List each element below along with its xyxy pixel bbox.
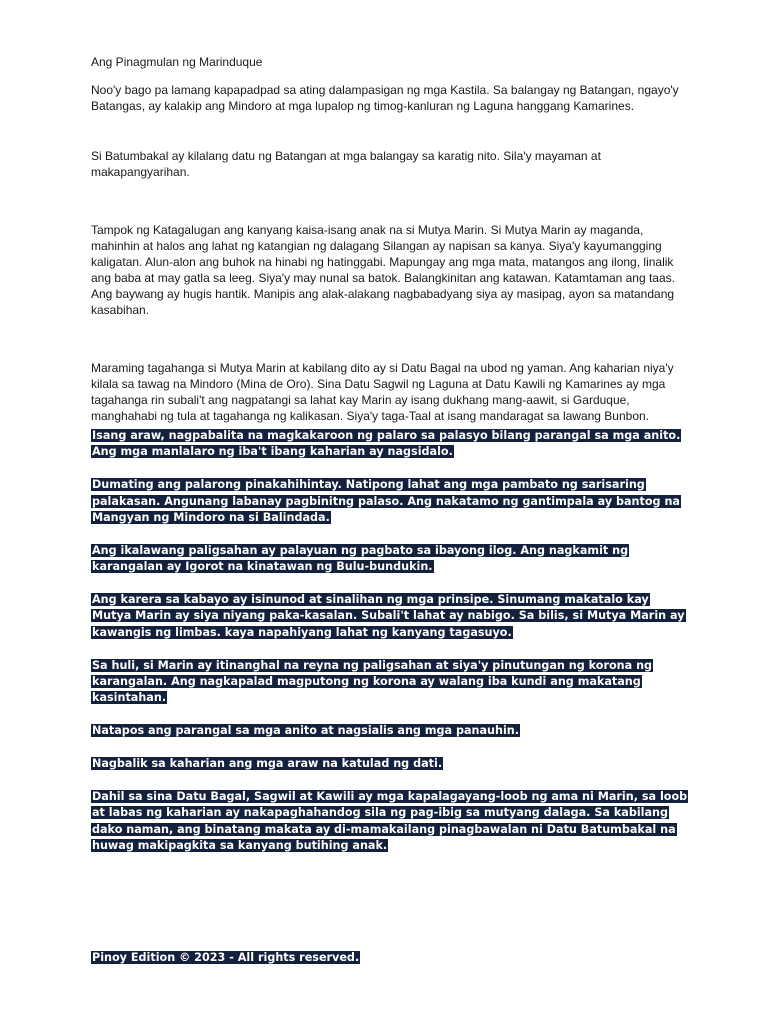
paragraph-mutya-marin: Tampok ng Katagalugan ang kanyang kaisa-isang anak na si Mutya Marin. Si Mutya Marin ay maganda, mahinhin at halos ang lahat ng katangian ng dalagang Silangan ay napisan sa kanya. Siya'y kayumangging kaligatan. Alun-alon ang buhok na hinabi ng hatinggabi. Mapungay ang mga mata, matangos ang ilong, linalik ang baba at may gatla sa leeg. Siya'y may nunal sa batok. Balangkinitan ang katawan. Katamtaman ang taas. Ang baywang ay hugis hantik. Manipis ang alak-alakang nagbabadyang siya ay masipag, ayon sa matandang kasabihan. bbox=[91, 223, 675, 317]
paragraph-batumbakal: Si Batumbakal ay kilalang datu ng Batangan at mga balangay sa karatig nito. Sila'y mayaman at makapangyarihan. bbox=[91, 149, 601, 179]
highlighted-section bbox=[91, 428, 691, 854]
highlighted-text: Isang araw, nagpabalita na magkakaroon ng palaro sa palasyo bilang parangal sa mga anito. Ang mga manlalaro ng iba't ibang kaharian ay nagsidalo. bbox=[92, 429, 681, 459]
highlighted-paragraph bbox=[91, 477, 691, 526]
document-title: Ang Pinagmulan ng Marinduque bbox=[91, 55, 263, 69]
paragraph-suitors: Maraming tagahanga si Mutya Marin at kabilang dito ay si Datu Bagal na ubod ng yaman. Ang kaharian niya'y kilala sa tawag na Mindoro (Mina de Oro). Sina Datu Sagwil ng Laguna at Datu Kawili ng Kamarines ay mga tagahanga rin subali't ang nagpatangi sa lahat kay Marin ay isang dukhang mang-aawit, si Garduque, manghahabi ng tula at tagahanga ng kalikasan. Siya'y taga-Taal at isang mandaragat sa lawang Bunbon. bbox=[91, 361, 674, 423]
highlighted-text: Dahil sa sina Datu Bagal, Sagwil at Kawili ay mga kapalagayang-loob ng ama ni Marin, sa loob at labas ng kaharian ay nakapaghahandog sila ng pag-ibig sa mutyang dalaga. Sa kabilang dako naman, ang binatang makata ay di-mamakailang pinagbawalan ni Datu Batumbakal na huwag makipagkita sa kanyang butihing anak. bbox=[92, 789, 688, 853]
highlighted-paragraph bbox=[91, 543, 691, 576]
highlighted-paragraph bbox=[91, 592, 691, 641]
highlighted-paragraph bbox=[91, 658, 691, 707]
footer-text: Pinoy Edition © 2023 - All rights reserved. bbox=[92, 951, 360, 964]
footer-copyright bbox=[91, 950, 360, 966]
highlighted-paragraph bbox=[91, 756, 691, 772]
document-page bbox=[91, 54, 691, 854]
highlighted-text: Natapos ang parangal sa mga anito at nagsialis ang mga panauhin. bbox=[92, 724, 519, 738]
highlighted-paragraph bbox=[91, 428, 691, 461]
plain-section bbox=[91, 82, 691, 424]
highlighted-text: Ang ikalawang paligsahan ay palayuan ng pagbato sa ibayong ilog. Ang nagkamit ng karangalan ay Igorot na kinatawan ng Bulu-bundukin. bbox=[92, 543, 629, 574]
highlighted-text: Dumating ang palarong pinakahihintay. Natipong lahat ang mga pambato ng sarisaring palakasan. Angunang labanay pagbinitng palaso. Ang nakatamo ng gantimpala ay bantog na Mangyan ng Mindoro na si Balindada. bbox=[92, 478, 680, 525]
highlighted-text: Ang karera sa kabayo ay isinunod at sinalihan ng mga prinsipe. Sinumang makatalo kay Mutya Marin ay siya niyang paka-kasalan. Subali't lahat ay nabigo. Sa bilis, si Mutya Marin ay kawangis ng limbas. kaya napahiyang lahat ng kanyang tagasuyo. bbox=[92, 593, 685, 639]
highlighted-text: Sa huli, si Marin ay itinanghal na reyna ng paligsahan at siya'y pinutungan ng korona ng karangalan. Ang nagkapalad magputong ng korona ay walang iba kundi ang makatang kasintahan. bbox=[92, 658, 653, 705]
paragraph-intro: Noo'y bago pa lamang kapapadpad sa ating dalampasigan ng mga Kastila. Sa balangay ng Batangan, ngayo'y Batangas, ay kalakip ang Mindoro at mga lupalop ng timog-kanluran ng Laguna hanggang Kamarines. bbox=[91, 83, 679, 113]
highlighted-paragraph bbox=[91, 723, 691, 739]
highlighted-text: Nagbalik sa kaharian ang mga araw na katulad ng dati. bbox=[92, 757, 443, 771]
highlighted-paragraph bbox=[91, 789, 691, 855]
